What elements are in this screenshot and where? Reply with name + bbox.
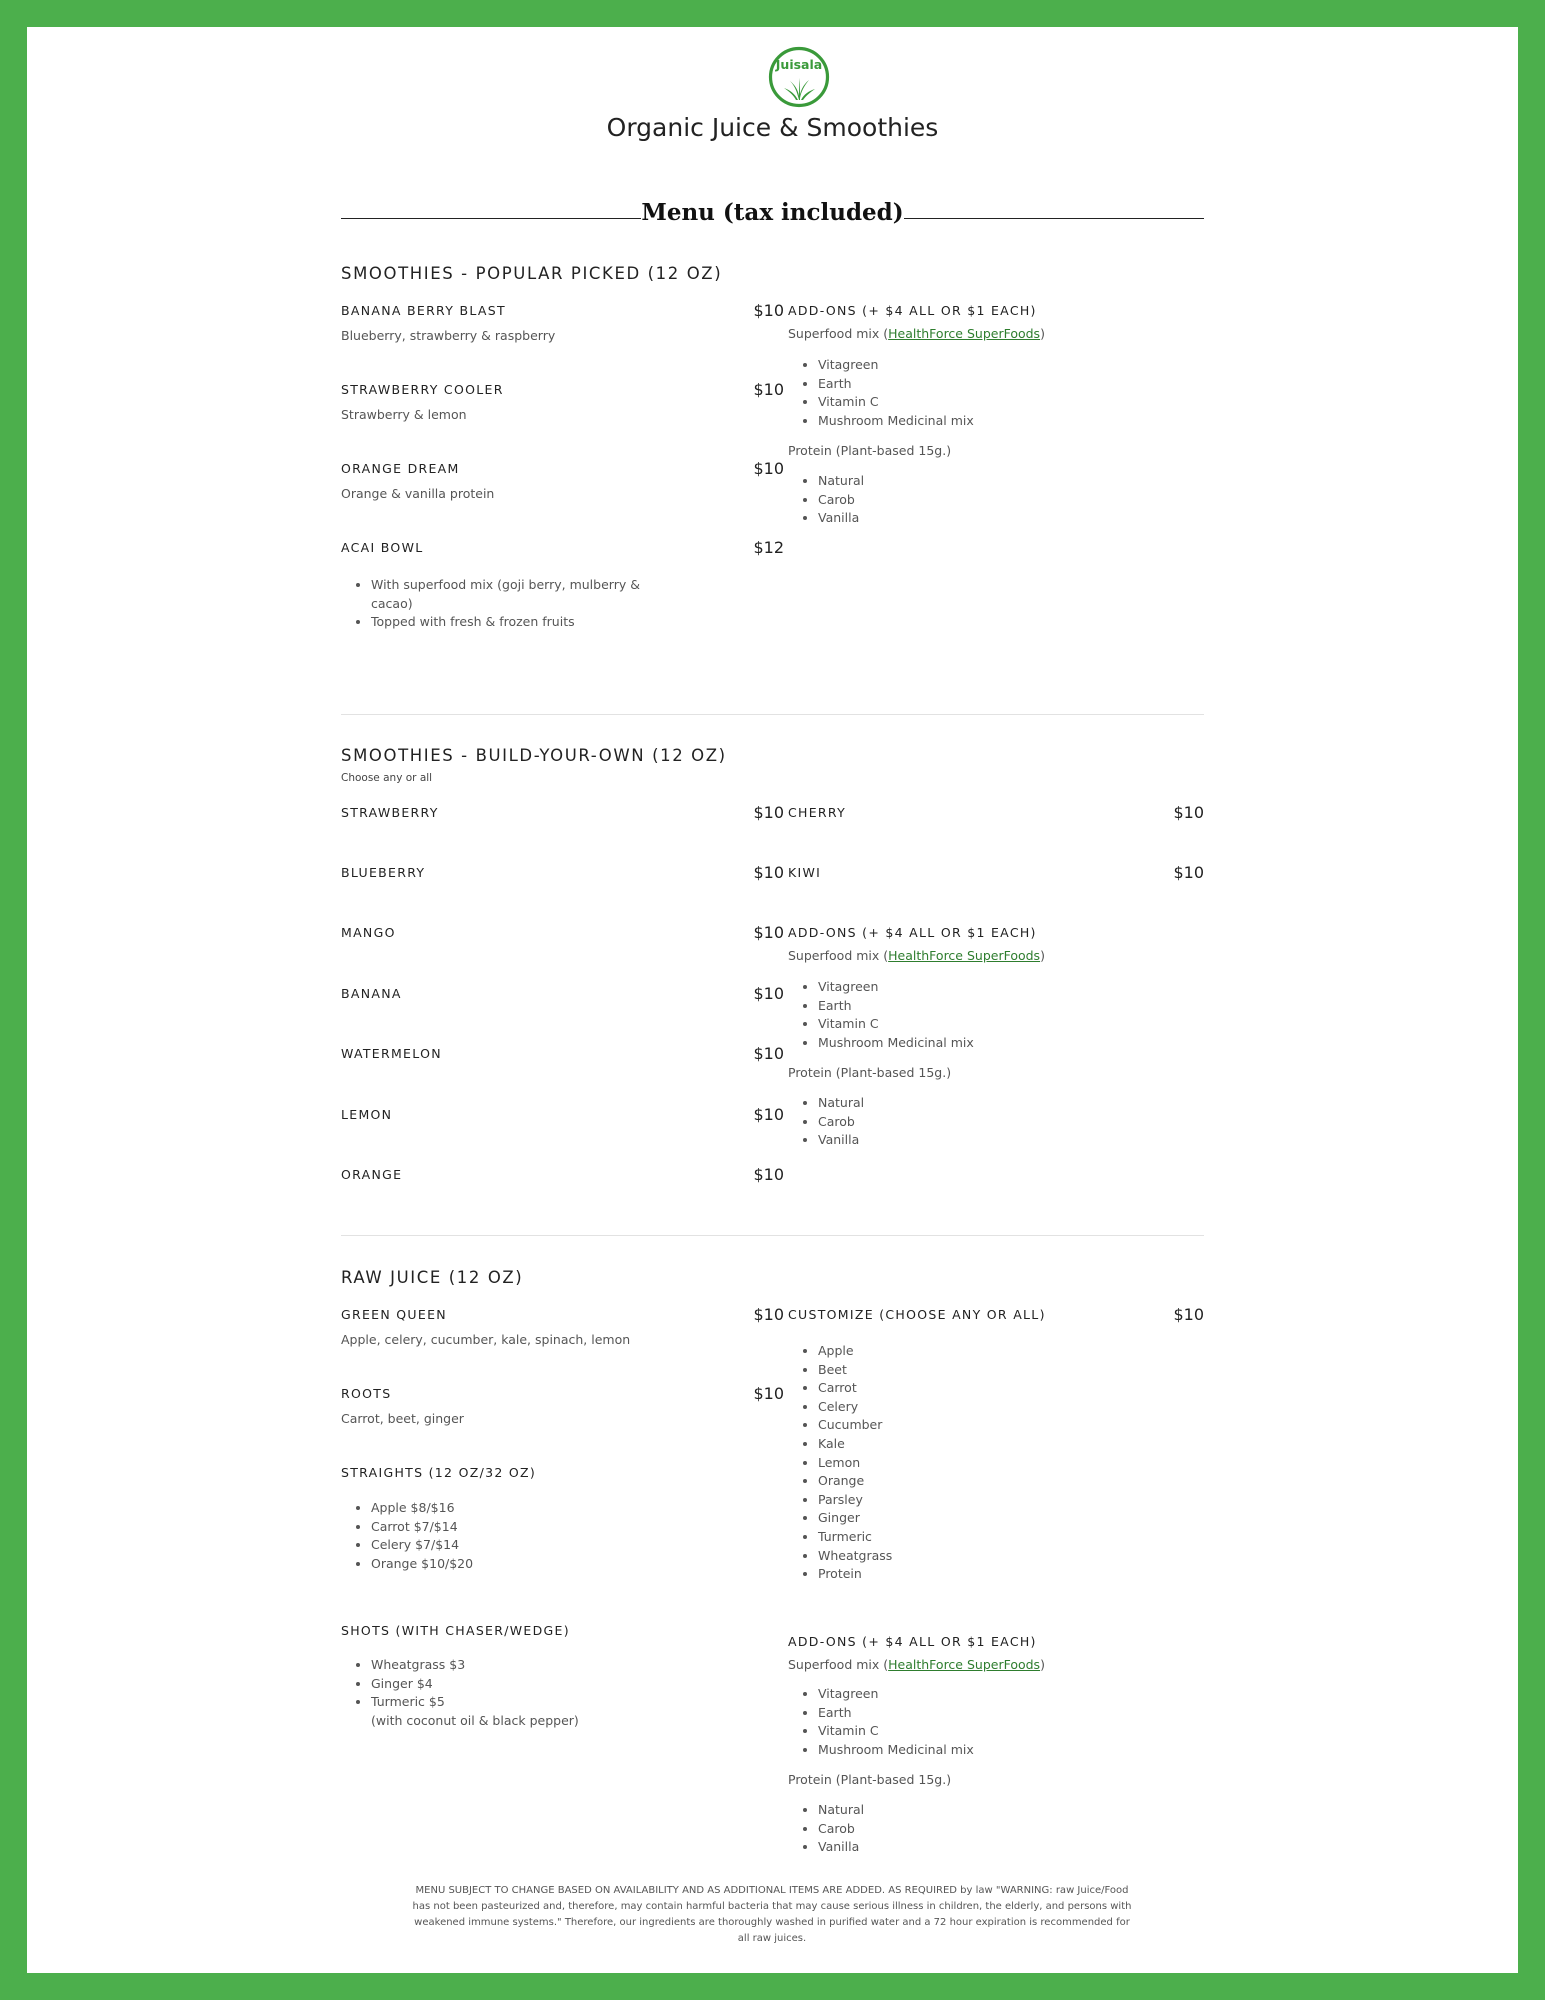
- list-item: • Mushroom Medicinal mix: [818, 1034, 974, 1053]
- acai-bowl-details: [341, 576, 671, 632]
- menu-item-name: ROOTS: [341, 1386, 392, 1401]
- list-item: • Turmeric $5 (with coconut oil & black pepper): [371, 1693, 579, 1730]
- menu-item-price: $12: [753, 538, 784, 557]
- menu-item-name: GREEN QUEEN: [341, 1307, 447, 1322]
- svg-text:Juisala: Juisala: [775, 57, 823, 72]
- superfood-mix-label: Superfood mix (HealthForce SuperFoods): [788, 326, 1045, 341]
- menu-item-price: $10: [753, 1044, 784, 1063]
- footer-disclaimer: MENU SUBJECT TO CHANGE BASED ON AVAILABILITY AND AS ADDITIONAL ITEMS ARE ADDED. AS REQUIRED by law "WARNING: raw Juice/Food has not been pasteurized and, therefore, may contain harmful bacteria that may cause serious illness in children, the elderly, and persons with weakened immune systems." Therefore, our ingredients are thoroughly washed in purified water and a 72 hour expiration is recommended for all raw juices.: [412, 1885, 1132, 1944]
- list-item: • Natural: [818, 1801, 864, 1820]
- list-item: • Ginger $4: [371, 1675, 579, 1694]
- addons-title: ADD-ONS (+ $4 ALL OR $1 EACH): [788, 1634, 1037, 1649]
- menu-item-price: $10: [753, 1384, 784, 1403]
- superfood-mix-label: Superfood mix (HealthForce SuperFoods): [788, 1657, 1045, 1672]
- list-item: • Carob: [818, 491, 864, 510]
- menu-title: Menu (tax included): [641, 199, 904, 226]
- list-item: • Vitagreen: [818, 978, 974, 997]
- juisala-logo: [768, 46, 830, 108]
- protein-list: [788, 1801, 864, 1857]
- list-item: • Earth: [818, 375, 974, 394]
- list-item: • Topped with fresh & frozen fruits: [371, 613, 671, 632]
- list-item: • Natural: [818, 472, 864, 491]
- list-item: • Celery: [818, 1398, 892, 1417]
- list-item: • Ginger: [818, 1509, 892, 1528]
- superfood-mix-label: Superfood mix (HealthForce SuperFoods): [788, 948, 1045, 963]
- list-item: • Celery $7/$14: [371, 1536, 473, 1555]
- menu-item-name: CHERRY: [788, 805, 847, 820]
- list-item: • Carrot $7/$14: [371, 1518, 473, 1537]
- list-item: • Vanilla: [818, 509, 864, 528]
- menu-item-price: $10: [753, 803, 784, 822]
- menu-item-name: BLUEBERRY: [341, 865, 426, 880]
- section-title-raw: RAW JUICE (12 OZ): [341, 1268, 524, 1287]
- addons-title: ADD-ONS (+ $4 ALL OR $1 EACH): [788, 303, 1037, 318]
- protein-label: Protein (Plant-based 15g.): [788, 443, 952, 458]
- menu-item-name: MANGO: [341, 925, 396, 940]
- menu-item-price: $10: [1173, 803, 1204, 822]
- divider-line: [904, 218, 1204, 219]
- straights-list: [341, 1499, 473, 1573]
- protein-list: [788, 472, 864, 528]
- tagline: Organic Juice & Smoothies: [606, 113, 939, 142]
- straights-title: STRAIGHTS (12 OZ/32 OZ): [341, 1465, 537, 1480]
- menu-item-name: ORANGE DREAM: [341, 461, 460, 476]
- protein-list: [788, 1094, 864, 1150]
- shots-title: SHOTS (WITH CHASER/WEDGE): [341, 1623, 570, 1638]
- menu-item-name: STRAWBERRY: [341, 805, 439, 820]
- menu-item-name: ACAI BOWL: [341, 540, 424, 555]
- healthforce-link[interactable]: HealthForce SuperFoods: [888, 326, 1041, 341]
- section-subtitle: Choose any or all: [341, 772, 433, 784]
- list-item: • Vanilla: [818, 1131, 864, 1150]
- superfood-list: [788, 978, 974, 1052]
- list-item: • Vitamin C: [818, 1015, 974, 1034]
- menu-item-price: $10: [753, 863, 784, 882]
- healthforce-link[interactable]: HealthForce SuperFoods: [888, 1657, 1041, 1672]
- menu-item-price: $10: [753, 984, 784, 1003]
- menu-item-desc: Orange & vanilla protein: [341, 486, 495, 501]
- menu-item-desc: Blueberry, strawberry & raspberry: [341, 328, 556, 343]
- section-divider: [341, 714, 1204, 715]
- list-item: • Protein: [818, 1565, 892, 1584]
- menu-item-desc: Apple, celery, cucumber, kale, spinach, lemon: [341, 1332, 631, 1347]
- list-item: • Wheatgrass: [818, 1547, 892, 1566]
- list-item: • Vitagreen: [818, 1685, 974, 1704]
- section-divider: [341, 1235, 1204, 1236]
- list-item: • Vitagreen: [818, 356, 974, 375]
- menu-item-desc: Strawberry & lemon: [341, 407, 467, 422]
- list-item: • Natural: [818, 1094, 864, 1113]
- customize-price: $10: [1173, 1305, 1204, 1324]
- section-title-build: SMOOTHIES - BUILD-YOUR-OWN (12 OZ): [341, 746, 727, 765]
- customize-list: [788, 1342, 892, 1584]
- menu-item-price: $10: [753, 459, 784, 478]
- menu-item-price: $10: [753, 1105, 784, 1124]
- list-item: • Earth: [818, 1704, 974, 1723]
- shots-list: [341, 1656, 579, 1730]
- menu-item-name: WATERMELON: [341, 1046, 442, 1061]
- healthforce-link[interactable]: HealthForce SuperFoods: [888, 948, 1041, 963]
- list-item: • Lemon: [818, 1454, 892, 1473]
- menu-item-name: BANANA: [341, 986, 402, 1001]
- list-item: • Kale: [818, 1435, 892, 1454]
- menu-page: [27, 27, 1518, 1973]
- menu-item-name: ORANGE: [341, 1167, 403, 1182]
- section-title-popular: SMOOTHIES - POPULAR PICKED (12 OZ): [341, 264, 723, 283]
- menu-item-price: $10: [753, 380, 784, 399]
- menu-item-price: $10: [753, 1165, 784, 1184]
- list-item: • Turmeric: [818, 1528, 892, 1547]
- menu-item-name: LEMON: [341, 1107, 393, 1122]
- protein-label: Protein (Plant-based 15g.): [788, 1772, 952, 1787]
- list-item: • Mushroom Medicinal mix: [818, 412, 974, 431]
- list-item: • Apple $8/$16: [371, 1499, 473, 1518]
- list-item: • Beet: [818, 1361, 892, 1380]
- menu-item-price: $10: [753, 1305, 784, 1324]
- list-item: • Mushroom Medicinal mix: [818, 1741, 974, 1760]
- menu-title-row: [341, 199, 1204, 239]
- list-item: • Wheatgrass $3: [371, 1656, 579, 1675]
- list-item: • With superfood mix (goji berry, mulberry & cacao): [371, 576, 671, 613]
- list-item: • Orange $10/$20: [371, 1555, 473, 1574]
- list-item: • Cucumber: [818, 1416, 892, 1435]
- list-item: • Carob: [818, 1820, 864, 1839]
- superfood-list: [788, 356, 974, 430]
- list-item: • Orange: [818, 1472, 892, 1491]
- list-item: • Parsley: [818, 1491, 892, 1510]
- list-item: • Vitamin C: [818, 1722, 974, 1741]
- menu-item-price: $10: [753, 301, 784, 320]
- menu-item-name: STRAWBERRY COOLER: [341, 382, 504, 397]
- menu-item-price: $10: [753, 923, 784, 942]
- list-item: • Vitamin C: [818, 393, 974, 412]
- list-item: • Earth: [818, 997, 974, 1016]
- menu-item-desc: Carrot, beet, ginger: [341, 1411, 464, 1426]
- list-item: • Apple: [818, 1342, 892, 1361]
- menu-item-name: KIWI: [788, 865, 822, 880]
- customize-title: CUSTOMIZE (CHOOSE ANY OR ALL): [788, 1307, 1046, 1322]
- list-item: • Carob: [818, 1113, 864, 1132]
- menu-item-name: BANANA BERRY BLAST: [341, 303, 506, 318]
- protein-label: Protein (Plant-based 15g.): [788, 1065, 952, 1080]
- superfood-list: [788, 1685, 974, 1759]
- list-item: • Vanilla: [818, 1838, 864, 1857]
- addons-title: ADD-ONS (+ $4 ALL OR $1 EACH): [788, 925, 1037, 940]
- list-item: • Carrot: [818, 1379, 892, 1398]
- menu-item-price: $10: [1173, 863, 1204, 882]
